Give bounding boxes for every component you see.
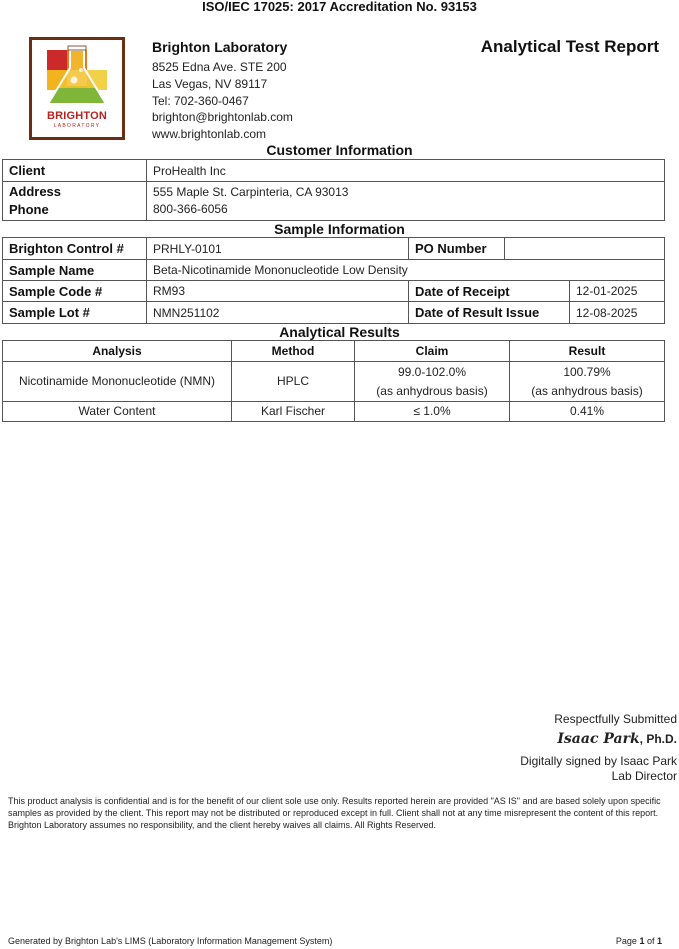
table-row [3,362,665,402]
sample-code-value: RM93 [147,281,409,302]
lab-info [152,39,293,143]
results-table [2,340,665,422]
table-row [3,402,665,422]
address-label: Address [9,184,62,199]
result-claim-note: (as anhydrous basis) [376,383,488,398]
results-header-analysis: Analysis [3,341,232,362]
po-label: PO Number [409,238,505,260]
result-claim: 99.0-102.0% [397,364,467,379]
lab-website: www.brightonlab.com [152,127,267,142]
result-analysis: Nicotinamide Mononucleotide (NMN) [3,362,232,402]
control-label: Brighton Control # [3,238,147,260]
lab-address-line1: 8525 Edna Ave. STE 200 [152,60,287,74]
lab-address-line2: Las Vegas, NV 89117 [152,76,268,91]
result-analysis: Water Content [3,402,232,422]
phone-value: 800-366-6056 [153,202,228,216]
lab-name: Brighton Laboratory [152,39,288,55]
logo-subtitle: LABORATORY [53,123,101,129]
result-value: 100.79% [563,364,611,379]
results-section-title: Analytical Results [279,324,400,340]
footer-generated: Generated by Brighton Lab's LIMS (Laboratory Information Management System) [8,936,333,946]
result-value-note: (as anhydrous basis) [531,383,643,398]
result-claim: ≤ 1.0% [355,402,510,422]
customer-table [2,159,665,221]
issue-value: 12-08-2025 [570,302,665,324]
sample-code-label: Sample Code # [3,281,147,302]
address-value: 555 Maple St. Carpinteria, CA 93013 [153,185,349,199]
page-current: 1 [639,936,645,946]
client-label: Client [3,160,147,182]
result-value: 0.41% [510,402,665,422]
receipt-value: 12-01-2025 [570,281,665,302]
results-header-method: Method [232,341,355,362]
logo-wordmark: BRIGHTON [46,110,108,122]
sample-section-title: Sample Information [274,221,405,237]
report-title: Analytical Test Report [480,37,659,56]
po-value [505,238,665,260]
signature-line [557,731,677,747]
sample-name-label: Sample Name [3,260,147,281]
page-total: 1 [656,936,662,946]
page-indicator: Page 1 of 1 [615,936,662,946]
lab-tel: Tel: 702-360-0467 [152,93,249,108]
disclaimer-text: This product analysis is confidential and is for the benefit of our client sole use only. Results reported herein are provided "AS IS" and are based solely upon specific samples as provided by the client. This report may not be distributed or reproduced except in full. Client shall not at any time misrepresent the content of this report. Brighton Laboratory assumes no responsibility, and the client hereby waives all claims. All Rights Reserved. [8,796,661,830]
signer-title: Lab Director [611,769,677,783]
client-value: ProHealth Inc [147,160,665,182]
sample-table [2,237,665,324]
lab-email: brighton@brightonlab.com [152,110,293,125]
issue-label: Date of Result Issue [409,302,570,324]
result-method: HPLC [232,362,355,402]
results-header-result: Result [510,341,665,362]
customer-section-title: Customer Information [266,142,413,158]
control-value: PRHLY-0101 [147,238,409,260]
results-header-claim: Claim [355,341,510,362]
brighton-logo [29,37,125,140]
receipt-label: Date of Receipt [409,281,570,302]
signature-script: Isaac Park [557,731,640,747]
phone-label: Phone [9,202,49,217]
respectfully-submitted: Respectfully Submitted [554,712,677,726]
sample-name-value: Beta-Nicotinamide Mononucleotide Low Density [147,260,665,281]
result-method: Karl Fischer [232,402,355,422]
digital-signature-note: Digitally signed by Isaac Park [520,754,677,768]
sample-lot-label: Sample Lot # [3,302,147,324]
sample-lot-value: NMN251102 [147,302,409,324]
signature-degree: , Ph.D. [639,732,677,746]
accreditation-header: ISO/IEC 17025: 2017 Accreditation No. 93153 [202,0,477,14]
